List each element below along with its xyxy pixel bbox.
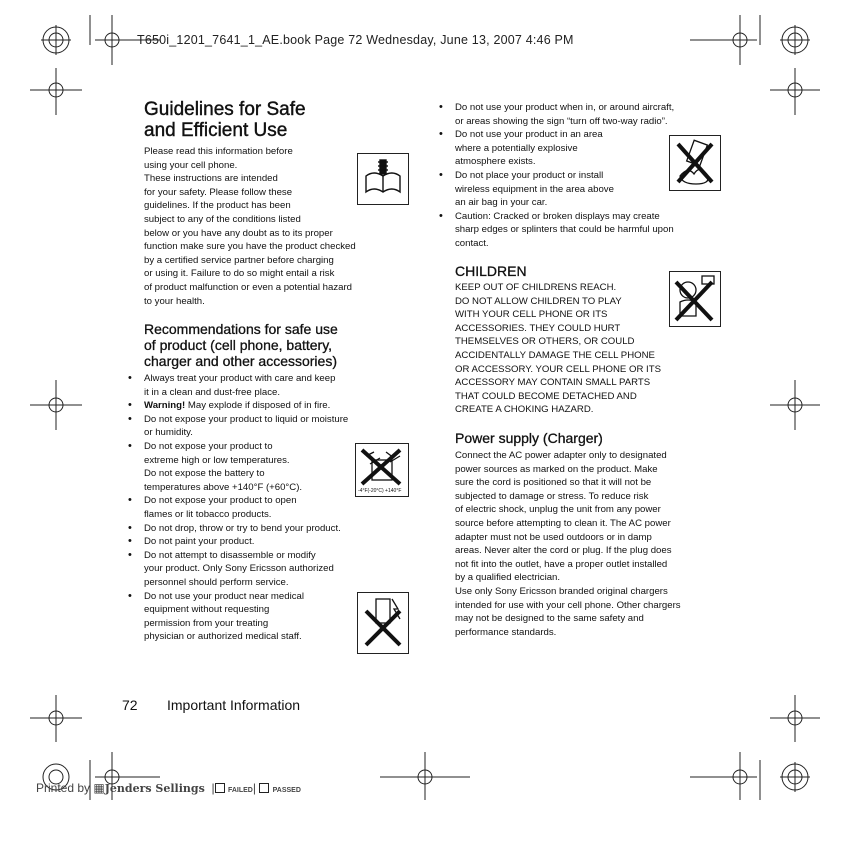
children-line: THAT COULD BECOME DETACHED AND (455, 390, 637, 402)
list-item: • Do not expose your product to extreme high or low temperatures. Do not expose the battery to temperatures above +140°F (+60°C). (126, 440, 416, 494)
children-line: OR ACCESSORY. YOUR CELL PHONE OR ITS (455, 363, 661, 375)
printed-by-label: Printed by (36, 781, 91, 795)
power-line: Connect the AC power adapter only to designated (455, 450, 667, 461)
children-line: WITH YOUR CELL PHONE OR ITS (455, 309, 608, 321)
intro-line: guidelines. If the product has been (144, 200, 291, 212)
explosive-atmosphere-icon (669, 135, 721, 191)
list-item: • Do not expose your product to open flames or lit tobacco products. (126, 494, 416, 521)
intro-line: using your cell phone. (144, 159, 238, 171)
intro-line: for your safety. Please follow these (144, 186, 293, 198)
list-item: • Do not use your product near medical equipment without requesting permission from your treating physician or authorized medical staff. (126, 590, 416, 644)
rec-heading-line-2: of product (cell phone, battery, (144, 337, 333, 353)
temperature-warning-icon (355, 443, 409, 497)
temperature-label: -4°F(-20°C) +140°F (358, 488, 402, 494)
intro-line: to your health. (144, 295, 205, 307)
power-supply-heading: Power supply (Charger) (455, 430, 603, 446)
book-header: T650i_1201_7641_1_AE.book Page 72 Wednesday, June 13, 2007 4:46 PM (137, 33, 574, 47)
read-manual-icon (357, 153, 409, 205)
intro-line: Please read this information before (144, 146, 293, 157)
power-line: sure the cord is positioned so that it will not be (455, 477, 652, 489)
intro-line: subject to any of the conditions listed (144, 213, 301, 225)
preflight-stamp: Printed by ▦Jenders Sellings | FAILED| PASSED (36, 781, 301, 795)
children-line: CREATE A CHOKING HAZARD. (455, 404, 594, 416)
power-line: may not be designed to the same safety and (455, 613, 644, 625)
brand-logo-icon: ▦ (93, 781, 105, 795)
checkbox-icon (259, 783, 269, 793)
list-item: • Warning! May explode if disposed of in fire. (126, 399, 416, 413)
list-item: • Do not attempt to disassemble or modify your product. Only Sony Ericsson authorized personnel should perform service. (126, 549, 416, 590)
page-title (144, 99, 384, 141)
section-name: Important Information (167, 697, 301, 713)
children-line: ACCESSORIES. THEY COULD HURT (455, 322, 621, 334)
recommendations-heading (144, 321, 404, 369)
intro-line: These instructions are intended (144, 173, 278, 185)
intro-line: function make sure you have the product checked (144, 241, 356, 253)
passed-label: PASSED (272, 787, 301, 794)
power-line: source before attempting to clean it. The AC power (455, 517, 671, 529)
title-line-2: and Efficient Use (144, 120, 288, 141)
list-item: • Do not use your product when in, or around aircraft, or areas showing the sign “turn off two-way radio”. (437, 101, 727, 128)
list-item: • Do not expose your product to liquid or moisture or humidity. (126, 413, 416, 440)
title-line-1: Guidelines for Safe (144, 99, 306, 120)
power-line: performance standards. (455, 626, 557, 638)
intro-line: or using it. Failure to do so might entail a risk (144, 268, 335, 280)
failed-label: FAILED (227, 787, 253, 794)
rec-heading-line-3: charger and other accessories) (144, 353, 337, 369)
intro-line: below or you have any doubt as to its proper (144, 227, 333, 239)
power-line: intended for use with your cell phone. Other chargers (455, 599, 681, 611)
power-line: Use only Sony Ericsson branded original chargers (455, 585, 668, 597)
checkbox-icon (215, 783, 225, 793)
list-item: • Do not use your product in an area where a potentially explosive atmosphere exists. (437, 128, 727, 169)
page-number: 72 (122, 697, 138, 713)
power-supply-text (455, 449, 735, 639)
power-line: subjected to damage or stress. To reduce risk (455, 490, 649, 502)
children-line: ACCESSORY MAY CONTAIN SMALL PARTS (455, 377, 651, 389)
list-item: • Do not drop, throw or try to bend your product. (126, 522, 416, 536)
list-item: • Do not place your product or install wireless equipment in the area above an air bag in your car. (437, 169, 727, 210)
keep-from-children-icon (669, 271, 721, 327)
power-line: areas. Never alter the cord or plug. If the plug does (455, 545, 672, 557)
intro-line: by a certified service partner before charging (144, 254, 334, 266)
children-heading: CHILDREN (455, 263, 527, 279)
medical-equipment-icon (357, 592, 409, 654)
power-line: by a qualified electrician. (455, 572, 561, 584)
children-line: ACCIDENTALLY DAMAGE THE CELL PHONE (455, 349, 655, 361)
power-line: adapter must not be used outdoors or in damp (455, 531, 652, 543)
rec-heading-line-1: Recommendations for safe use (144, 321, 338, 337)
power-line: power sources as marked on the product. Make (455, 463, 658, 475)
list-item: • Always treat your product with care and keep it in a clean and dust-free place. (126, 372, 416, 399)
list-item: • Caution: Cracked or broken displays may create sharp edges or splinters that could be harmful upon contact. (437, 210, 727, 251)
power-line: of electric shock, unplug the unit from any power (455, 504, 661, 516)
list-item: • Do not paint your product. (126, 535, 416, 549)
children-line: DO NOT ALLOW CHILDREN TO PLAY (455, 295, 622, 307)
power-line: not fit into the outlet, have a proper outlet installed (455, 558, 668, 570)
children-line: THEMSELVES OR OTHERS, OR COULD (455, 336, 635, 348)
brand-name: Jenders Sellings (104, 782, 205, 795)
children-line: KEEP OUT OF CHILDRENS REACH. (455, 282, 617, 293)
intro-line: of product malfunction or even a potential hazard (144, 281, 352, 293)
